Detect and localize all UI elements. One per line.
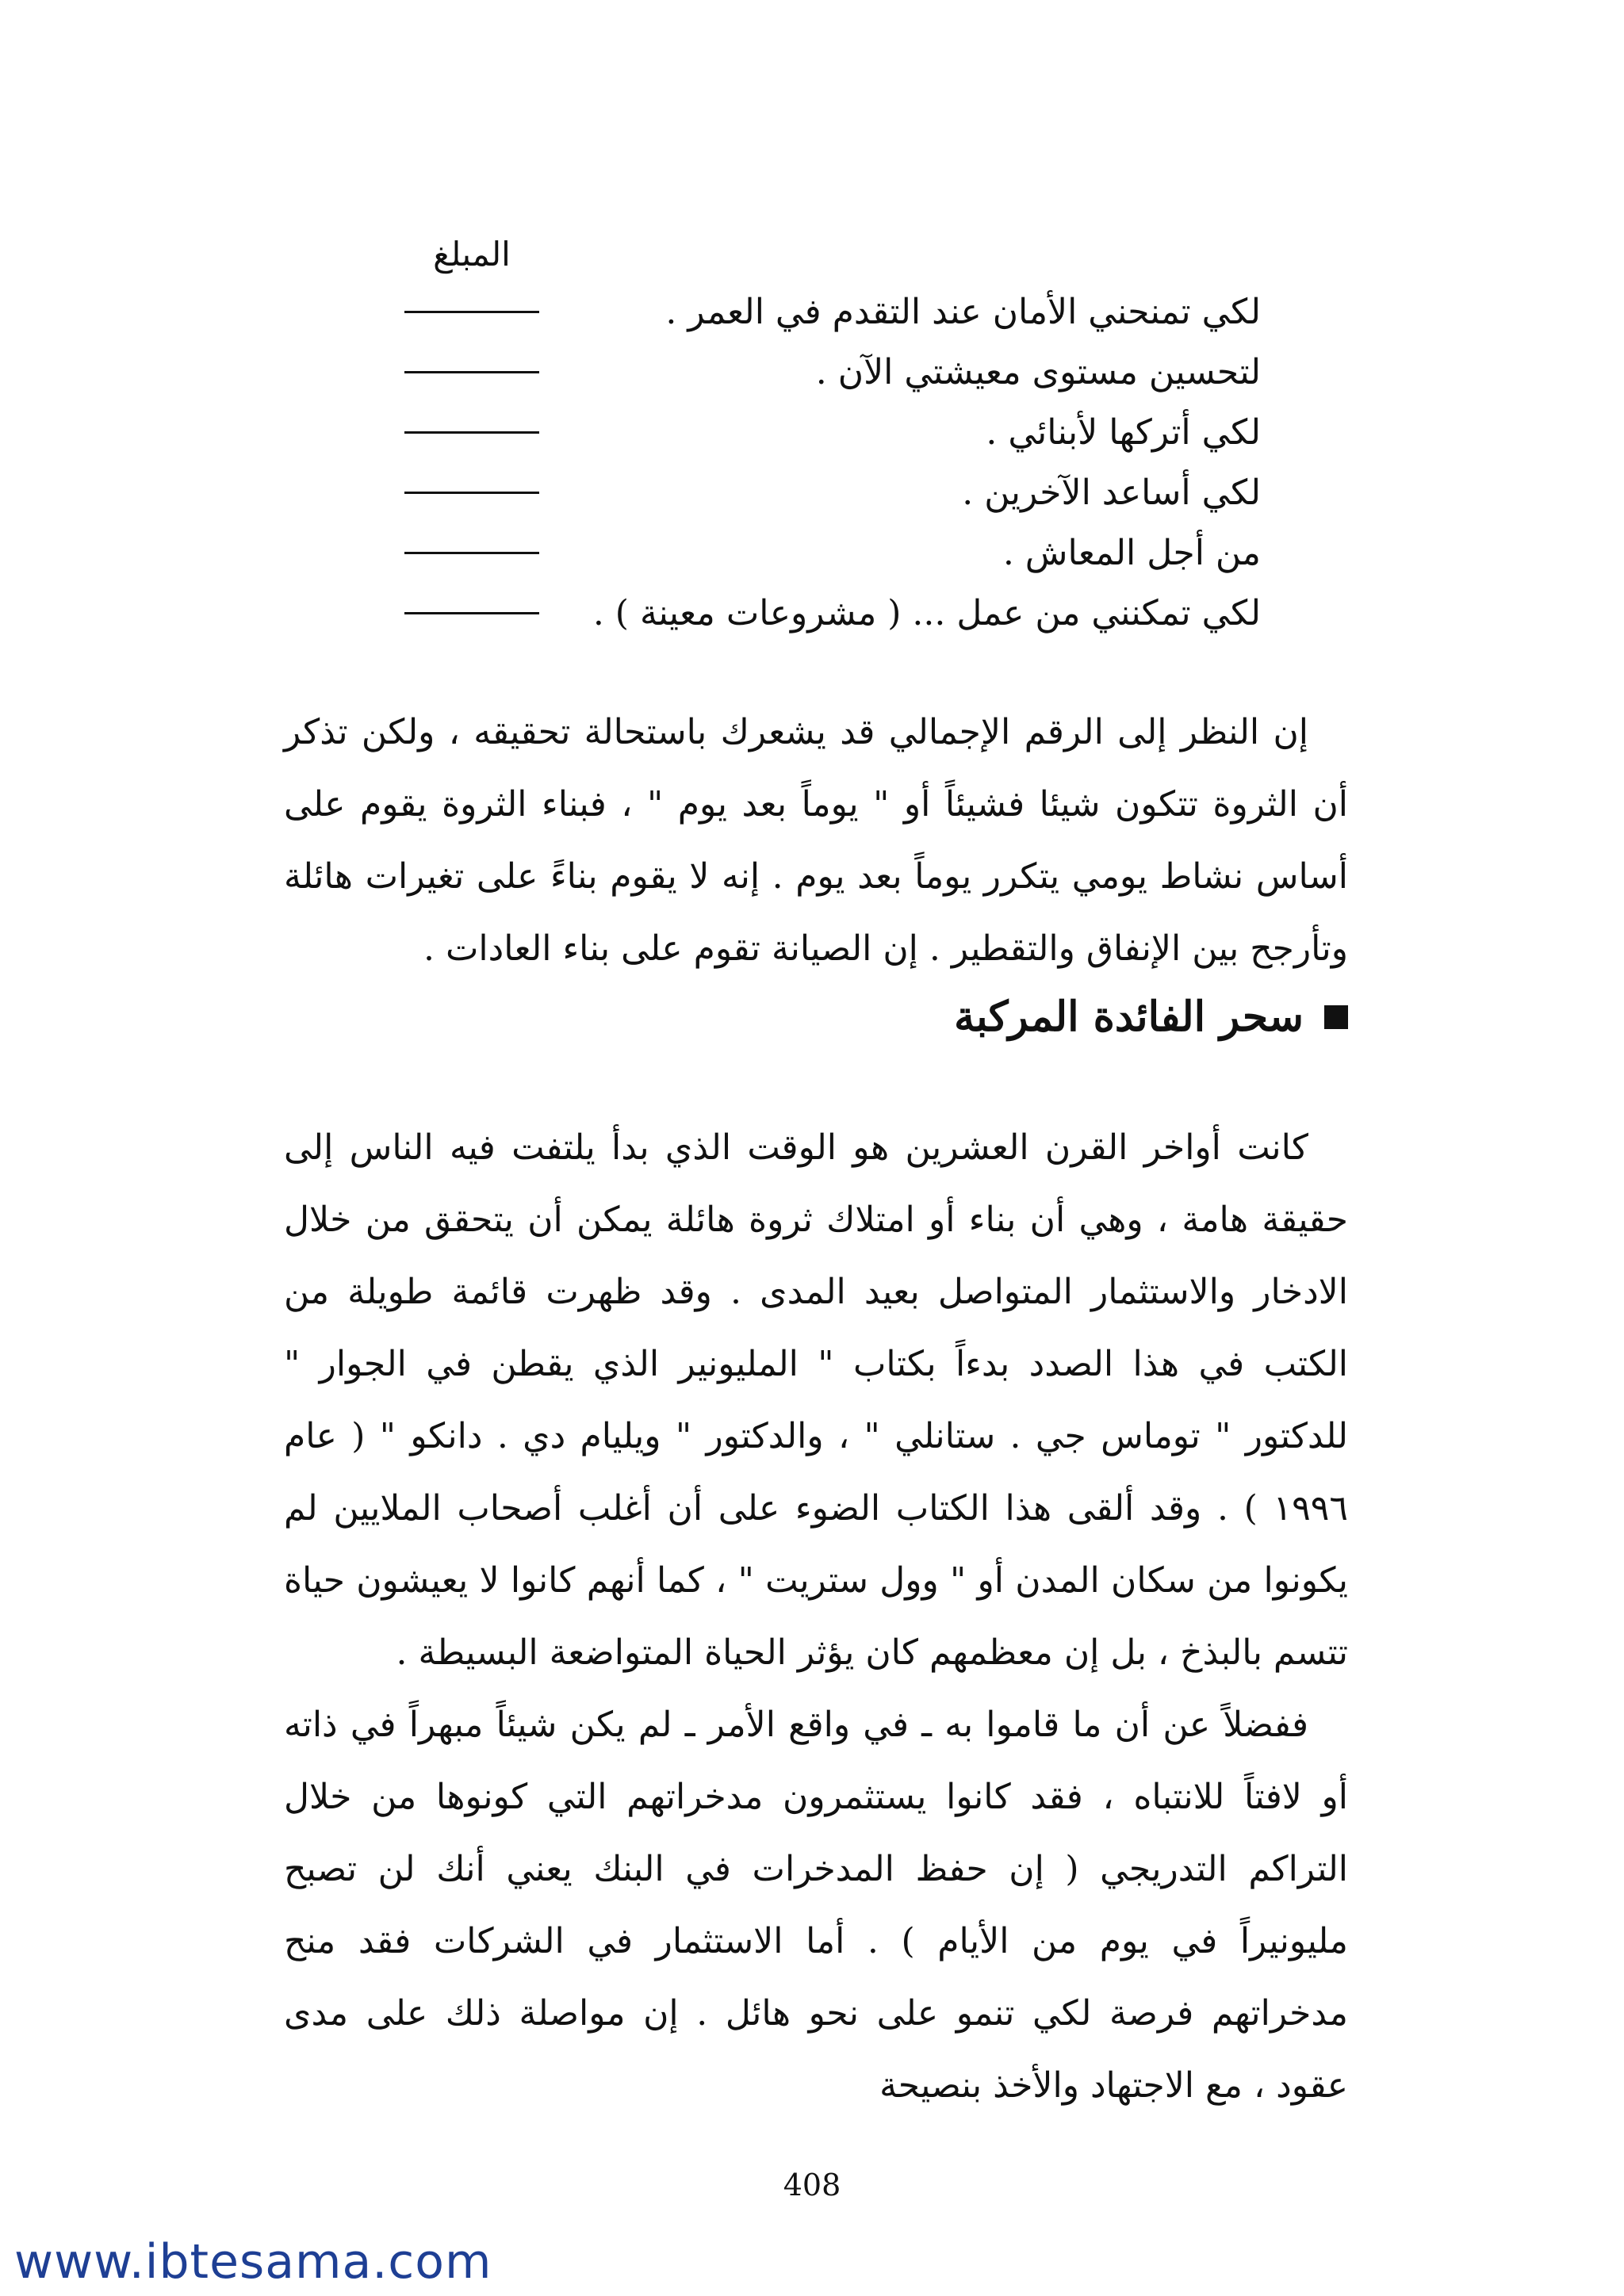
amount-blank-line <box>404 431 539 434</box>
paragraph-text: ففضلاً عن أن ما قاموا به ـ في واقع الأمر ـ لم يكن شيئاً مبهراً في ذاته أو لافتاً للانتباه ، فقد كانوا يستثمرون مدخراتهم التي كونوها من خلال التراكم التدريجي ( إن حفظ المدخرات في البنك يعني أنك لن تصبح مليونيراً في يوم من الأيام ) . أما الاستثمار في الشركات فقد منح مدخراتهم فرصة لكي تنمو على نحو هائل . إن مواصلة ذلك على مدى عقود ، مع الاجتهاد والأخذ بنصيحة <box>284 1705 1348 2106</box>
list-item-label: لكي تمكنني من عمل ... ( مشروعات معينة ) . <box>592 592 1261 633</box>
list-item <box>396 402 1261 462</box>
paragraph-text: إن النظر إلى الرقم الإجمالي قد يشعرك باستحالة تحقيقه ، ولكن تذكر أن الثروة تتكون شيئا فشيئاً أو " يوماً بعد يوم " ، فبناء الثروة يقوم على أساس نشاط يومي يتكرر يوماً بعد يوم . إنه لا يقوم بناءً على تغيرات هائلة وتأرجح بين الإنفاق والتقطير . إن الصيانة تقوم على بناء العادات . <box>284 712 1348 969</box>
amount-blank-line <box>404 371 539 373</box>
square-bullet-icon <box>1324 1005 1348 1029</box>
watermark: www.ibtesama.com <box>14 2234 492 2290</box>
list-item <box>396 583 1261 643</box>
amount-blank-line <box>404 552 539 554</box>
section-heading-text: سحر الفائدة المركبة <box>954 993 1304 1041</box>
list-item <box>396 522 1261 583</box>
list-item-label: لكي أساعد الآخرين . <box>962 472 1261 513</box>
page-number: 408 <box>783 2168 841 2202</box>
list-item <box>396 342 1261 402</box>
list-item-label: لتحسين مستوى معيشتي الآن . <box>815 351 1261 392</box>
list-item <box>396 281 1261 342</box>
amount-column-header: المبلغ <box>433 235 511 274</box>
body-paragraph <box>284 1112 1348 2122</box>
list-item-label: لكي أتركها لأبنائي . <box>986 411 1261 453</box>
list-item <box>396 462 1261 522</box>
amount-blank-line <box>404 492 539 494</box>
section-heading <box>954 993 1348 1041</box>
paragraph-text: كانت أواخر القرن العشرين هو الوقت الذي بدأ يلتفت فيه الناس إلى حقيقة هامة ، وهي أن بناء أو امتلاك ثروة هائلة يمكن أن يتحقق من خلال الادخار والاستثمار المتواصل بعيد المدى . وقد ظهرت قائمة طويلة من الكتب في هذا الصدد بدءاً بكتاب " المليونير الذي يقطن في الجوار " للدكتور " توماس جي . ستانلي " ، والدكتور " ويليام دي . دانكو " ( عام ١٩٩٦ ) . وقد ألقى هذا الكتاب الضوء على أن أغلب أصحاب الملايين لم يكونوا من سكان المدن أو " وول ستريت " ، كما أنهم كانوا لا يعيشون حياة تتسم بالبذخ ، بل إن معظمهم كان يؤثر الحياة المتواضعة البسيطة . <box>284 1127 1348 1673</box>
list-item-label: من أجل المعاش . <box>1002 532 1261 573</box>
amount-blank-line <box>404 311 539 313</box>
amount-blank-line <box>404 612 539 614</box>
amount-list <box>396 281 1261 643</box>
body-paragraph <box>284 696 1348 985</box>
list-item-label: لكي تمنحني الأمان عند التقدم في العمر . <box>665 291 1261 332</box>
